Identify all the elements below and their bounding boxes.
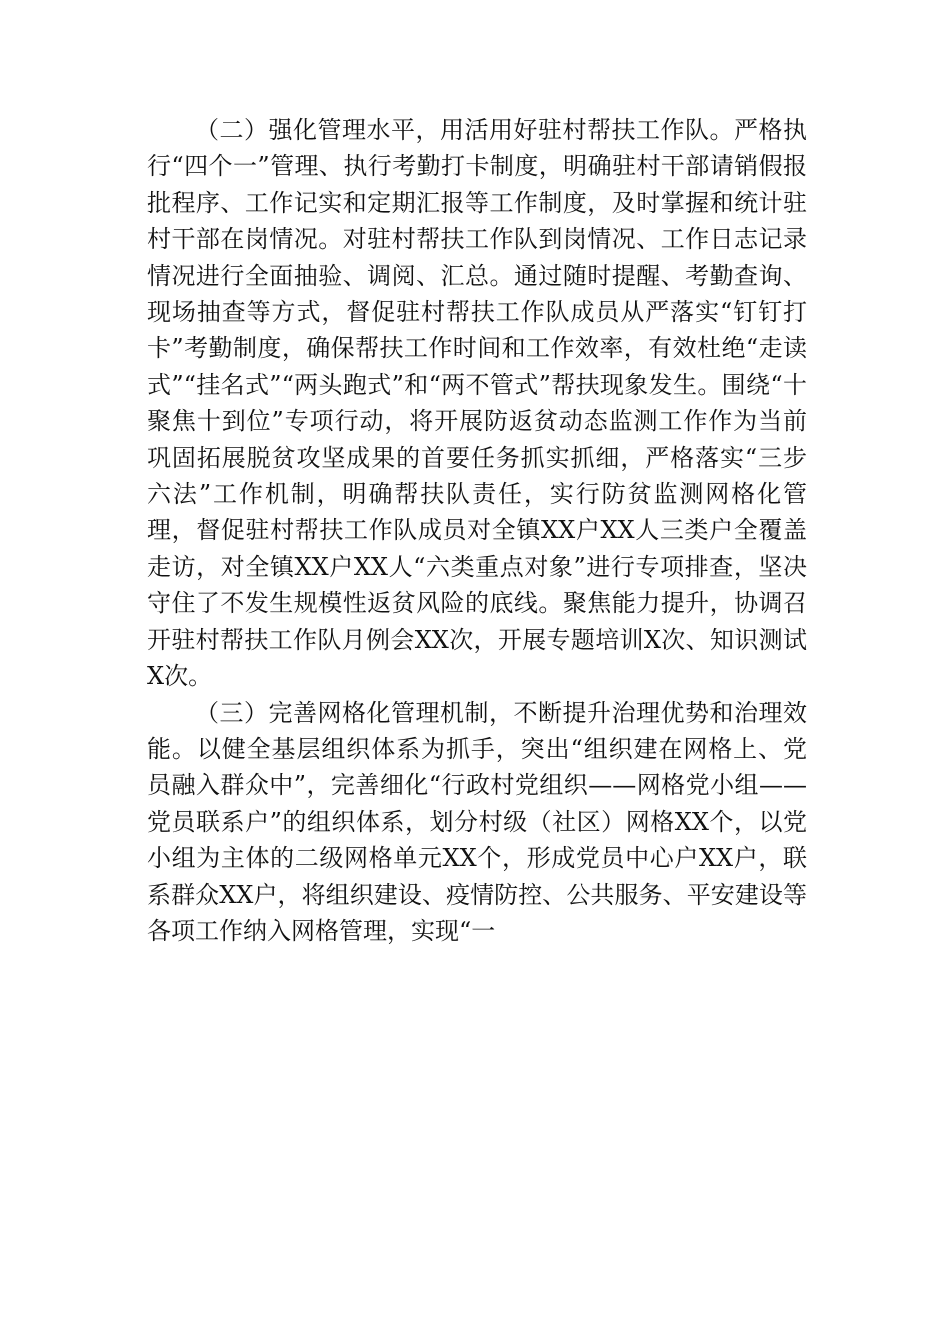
document-body (147, 112, 807, 949)
paragraph-grassroots-assistance-management: （二）强化管理水平，用活用好驻村帮扶工作队。严格执行“四个一”管理、执行考勤打卡制度，明确驻村干部请销假报批程序、工作记实和定期汇报等工作制度，及时掌握和统计驻村干部在岗情况。对驻村帮扶工作队到岗情况、工作日志记录情况进行全面抽验、调阅、汇总。通过随时提醒、考勤查询、现场抽查等方式，督促驻村帮扶工作队成员从严落实“钉钉打卡”考勤制度，确保帮扶工作时间和工作效率，有效杜绝“走读式”“挂名式”“两头跑式”和“两不管式”帮扶现象发生。围绕“十聚焦十到位”专项行动，将开展防返贫动态监测工作作为当前巩固拓展脱贫攻坚成果的首要任务抓实抓细，严格落实“三步六法”工作机制，明确帮扶队责任，实行防贫监测网格化管理，督促驻村帮扶工作队成员对全镇XX户XX人三类户全覆盖走访，对全镇XX户XX人“六类重点对象”进行专项排查，坚决守住了不发生规模性返贫风险的底线。聚焦能力提升，协调召开驻村帮扶工作队月例会XX次，开展专题培训X次、知识测试X次。 (147, 116, 807, 691)
paragraph-grid-management-mechanism: （三）完善网格化管理机制，不断提升治理优势和治理效能。以健全基层组织体系为抓手，突出“组织建在网格上、党员融入群众中”，完善细化“行政村党组织——网格党小组——党员联系户”的组织体系，划分村级（社区）网格XX个，以党小组为主体的二级网格单元XX个，形成党员中心户XX户，联系群众XX户，将组织建设、疫情防控、公共服务、平安建设等各项工作纳入网格管理，实现“一 (147, 698, 807, 945)
